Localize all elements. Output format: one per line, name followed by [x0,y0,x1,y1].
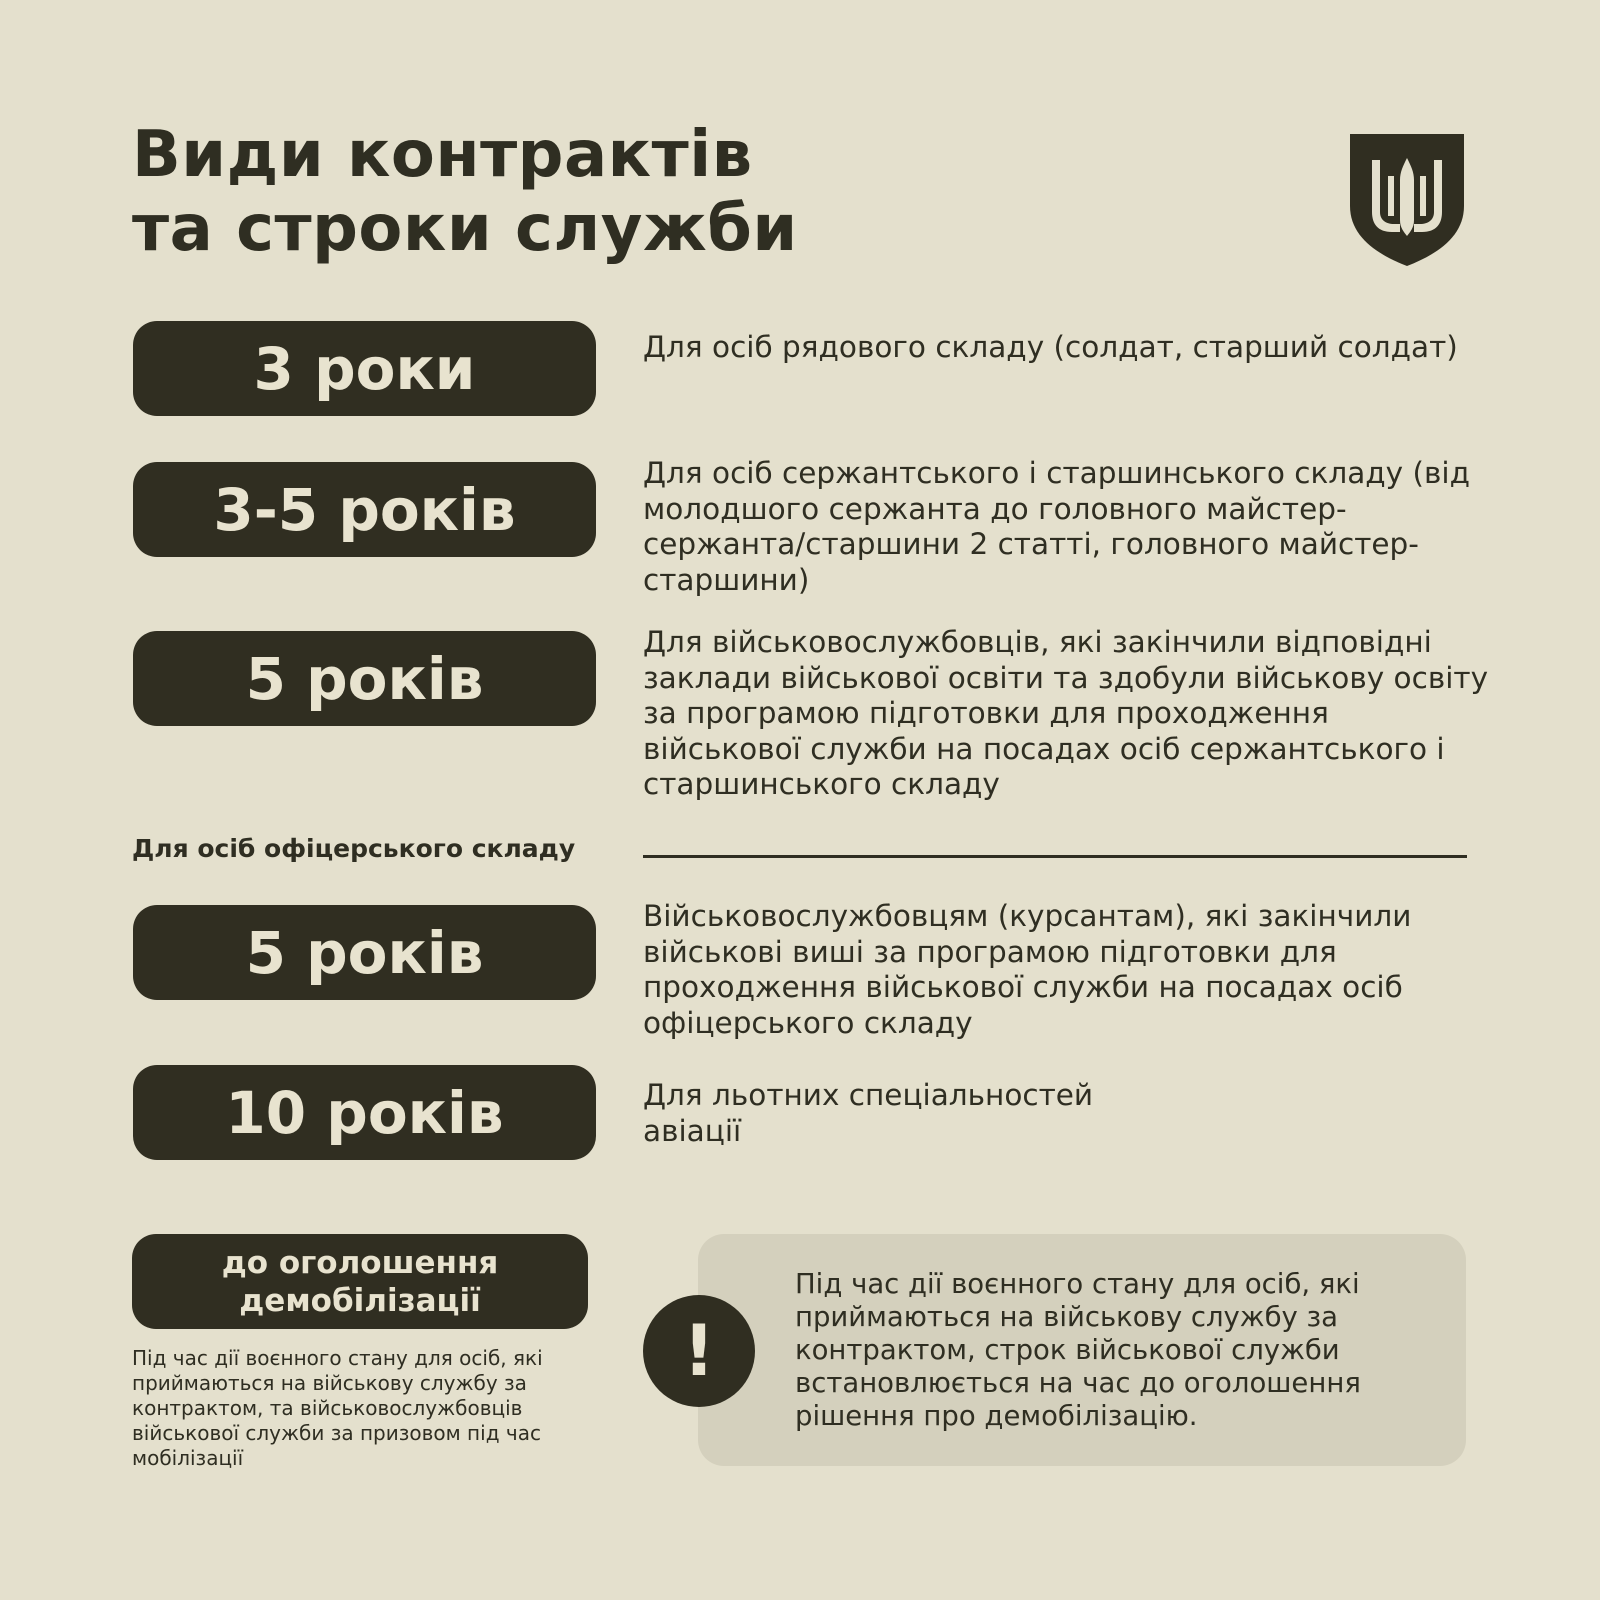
term-badge-5-years [133,631,596,726]
term-badge-3-5-years [133,462,596,557]
title-line-2: та строки служби [132,192,798,266]
term-description: Для осіб сержантського і старшинського складу (від молодшого сержанта до головного майстер-сержанта/старшини 2 статті, головного майстер-старшини) [643,456,1470,597]
notice-text: Під час дії воєнного стану для осіб, які приймаються на військову службу за контрактом, строк військової служби встановлюється на час до оголошення рішення про демобілізацію. [795,1268,1361,1432]
term-badge-officer-5-years [133,905,596,1000]
term-label: 5 років [245,918,484,987]
officer-section-label: Для осіб офіцерського складу [132,834,576,863]
term-description: Військовослужбовцям (курсантам), які закінчили військові виші за програмою підготовки для проходження військової служби на посадах осіб офіцерського складу [643,899,1412,1040]
term-badge-3-years [133,321,596,416]
term-label-line-2: демобілізації [239,1282,481,1319]
term-label-line-1: до оголошення [221,1244,499,1281]
trident-shield-icon [1348,132,1466,268]
demobilization-footnote: Під час дії воєнного стану для осіб, які приймаються на військову службу за контрактом, та військовослужбовців військової служби за призовом під час мобілізації [132,1346,543,1470]
section-divider [643,855,1467,858]
term-badge-until-demobilization [132,1234,588,1329]
title-line-1: Види контрактів [132,118,753,192]
page-title [132,118,798,266]
exclamation-symbol: ! [683,1310,715,1392]
term-description: Для льотних спеціальностей авіації [643,1078,1094,1148]
exclamation-icon [643,1295,755,1407]
term-label: 5 років [245,644,484,713]
term-label: 10 років [225,1078,504,1147]
term-badge-officer-10-years [133,1065,596,1160]
term-description: Для осіб рядового складу (солдат, старший солдат) [643,330,1458,364]
term-label: 3 роки [253,334,476,403]
term-label: 3-5 років [213,475,516,544]
term-description: Для військовослужбовців, які закінчили відповідні заклади військової освіти та здобули військову освіту за програмою підготовки для проходження військової служби на посадах осіб сержантського і старшинського складу [643,625,1489,801]
